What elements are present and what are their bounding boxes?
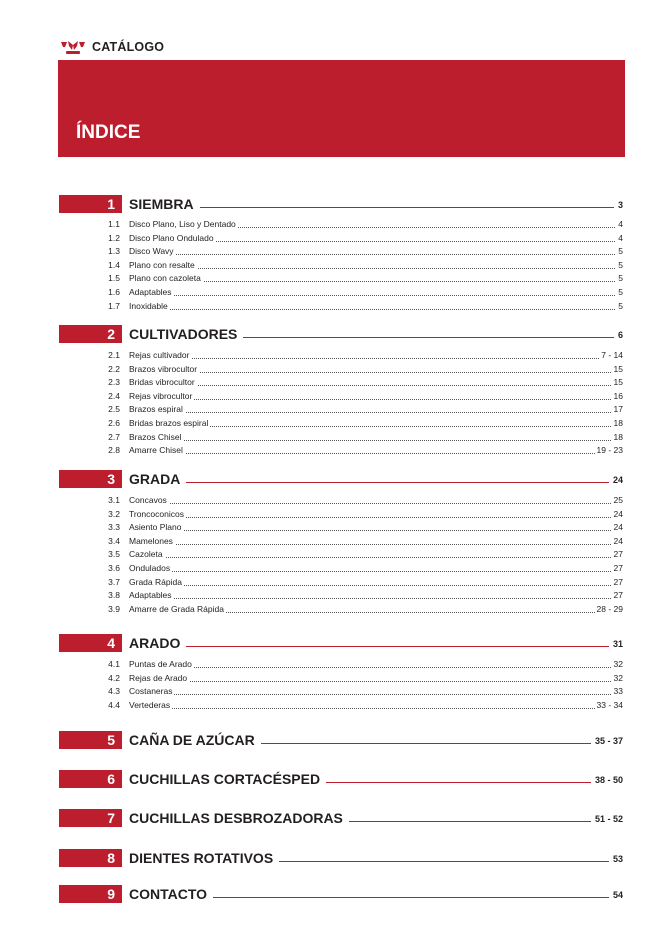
toc-entry[interactable] <box>59 535 624 548</box>
catalog-label: CATÁLOGO <box>92 40 165 54</box>
entry-label: Disco Plano, Liso y Dentado <box>129 219 236 229</box>
entry-page: 24 <box>613 536 623 546</box>
section-rule <box>261 743 591 744</box>
entry-label: Plano con resalte <box>129 260 195 270</box>
toc-entry[interactable] <box>59 390 624 403</box>
section-rule <box>186 482 609 483</box>
entry-page: 16 <box>613 391 623 401</box>
section-rule <box>326 782 591 783</box>
entry-number: 2.6 <box>108 418 120 428</box>
dot-leader <box>129 571 623 572</box>
section-number-box <box>59 849 122 867</box>
entry-label: Vertederas <box>129 700 171 710</box>
title-banner <box>58 60 625 157</box>
dot-leader <box>129 295 623 296</box>
toc-entry[interactable] <box>59 245 624 258</box>
entry-page: 19 - 23 <box>596 445 623 455</box>
page-header <box>60 38 164 56</box>
section-page: 38 - 50 <box>594 775 623 785</box>
entry-label: Troncoconicos <box>129 509 184 519</box>
entry-number: 2.2 <box>108 364 120 374</box>
toc-entry[interactable] <box>59 349 624 362</box>
section-number: 2 <box>107 326 115 342</box>
entry-page: 24 <box>613 509 623 519</box>
entry-number: 3.5 <box>108 549 120 559</box>
section-number: 9 <box>107 886 115 902</box>
entry-label: Brazos vibrocultor <box>129 364 198 374</box>
section-title: GRADA <box>129 470 184 488</box>
dot-leader <box>129 681 623 682</box>
dot-leader <box>129 517 623 518</box>
entry-label: Inoxidable <box>129 301 168 311</box>
toc-entry[interactable] <box>59 218 624 231</box>
entry-number: 2.5 <box>108 404 120 414</box>
entry-page: 4 <box>618 219 623 229</box>
entry-page: 27 <box>613 549 623 559</box>
entry-page: 24 <box>613 522 623 532</box>
entry-page: 7 - 14 <box>601 350 623 360</box>
entry-label: Rejas de Arado <box>129 673 188 683</box>
entry-page: 15 <box>613 377 623 387</box>
section-page: 6 <box>617 330 623 340</box>
toc-entry[interactable] <box>59 444 624 457</box>
section-4[interactable] <box>59 634 624 652</box>
section-title: SIEMBRA <box>129 195 198 213</box>
toc-entry[interactable] <box>59 576 624 589</box>
dot-leader <box>129 598 623 599</box>
section-number-box <box>59 470 122 488</box>
section-title: DIENTES ROTATIVOS <box>129 849 277 867</box>
section-rule <box>243 337 614 338</box>
entry-label: Puntas de Arado <box>129 659 192 669</box>
dot-leader <box>129 372 623 373</box>
toc-entry[interactable] <box>59 548 624 561</box>
entry-label: Brazos Chisel <box>129 432 182 442</box>
dot-leader <box>129 585 623 586</box>
entry-page: 5 <box>618 246 623 256</box>
entry-page: 5 <box>618 287 623 297</box>
section-number: 8 <box>107 850 115 866</box>
toc-entry[interactable] <box>59 300 624 313</box>
section-1[interactable] <box>59 195 624 213</box>
entry-page: 28 - 29 <box>596 604 623 614</box>
section-title: CAÑA DE AZÚCAR <box>129 731 259 749</box>
entry-page: 15 <box>613 364 623 374</box>
section-page: 3 <box>617 200 623 210</box>
toc-entry[interactable] <box>59 403 624 416</box>
dot-leader <box>129 358 623 359</box>
entry-number: 1.4 <box>108 260 120 270</box>
dot-leader <box>129 694 623 695</box>
toc-entry[interactable] <box>59 521 624 534</box>
section-number: 4 <box>107 635 115 651</box>
entry-page: 18 <box>613 418 623 428</box>
entry-number: 3.4 <box>108 536 120 546</box>
dot-leader <box>129 440 623 441</box>
dot-leader <box>129 399 623 400</box>
toc-entry[interactable] <box>59 363 624 376</box>
entry-page: 5 <box>618 260 623 270</box>
section-3[interactable] <box>59 470 624 488</box>
section-page: 53 <box>612 854 623 864</box>
entry-page: 27 <box>613 563 623 573</box>
entry-label: Asiento Plano <box>129 522 182 532</box>
page-title: ÍNDICE <box>76 122 141 143</box>
dot-leader <box>129 268 623 269</box>
section-title: CUCHILLAS CORTACÉSPED <box>129 770 324 788</box>
section-7[interactable] <box>59 809 624 827</box>
toc-entry[interactable] <box>59 494 624 507</box>
toc-entry[interactable] <box>59 431 624 444</box>
entry-number: 1.1 <box>108 219 120 229</box>
section-5[interactable] <box>59 731 624 749</box>
entry-number: 1.3 <box>108 246 120 256</box>
section-number: 3 <box>107 471 115 487</box>
section-page: 35 - 37 <box>594 736 623 746</box>
dot-leader <box>129 453 623 454</box>
toc-entry[interactable] <box>59 417 624 430</box>
dot-leader <box>129 708 623 709</box>
section-number: 1 <box>107 196 115 212</box>
toc-entry[interactable] <box>59 699 624 712</box>
dot-leader <box>129 667 623 668</box>
dot-leader <box>129 557 623 558</box>
entry-number: 1.7 <box>108 301 120 311</box>
toc-entry[interactable] <box>59 562 624 575</box>
toc-entry[interactable] <box>59 232 624 245</box>
entry-number: 3.6 <box>108 563 120 573</box>
entry-label: Rejas cultivador <box>129 350 190 360</box>
section-9[interactable] <box>59 885 624 903</box>
entry-label: Plano con cazoleta <box>129 273 201 283</box>
entry-label: Rejas vibrocultor <box>129 391 193 401</box>
entry-page: 17 <box>613 404 623 414</box>
entry-label: Disco Wavy <box>129 246 174 256</box>
section-title: CULTIVADORES <box>129 325 241 343</box>
entry-page: 27 <box>613 590 623 600</box>
entry-label: Cazoleta <box>129 549 163 559</box>
toc-entry[interactable] <box>59 508 624 521</box>
section-number: 6 <box>107 771 115 787</box>
entry-number: 1.6 <box>108 287 120 297</box>
entry-number: 2.8 <box>108 445 120 455</box>
entry-label: Adaptables <box>129 590 172 600</box>
section-number: 7 <box>107 810 115 826</box>
section-6[interactable] <box>59 770 624 788</box>
entry-page: 25 <box>613 495 623 505</box>
section-page: 24 <box>612 475 623 485</box>
entry-page: 4 <box>618 233 623 243</box>
dot-leader <box>129 385 623 386</box>
entry-label: Disco Plano Ondulado <box>129 233 214 243</box>
entry-label: Amarre Chisel <box>129 445 183 455</box>
entry-number: 4.3 <box>108 686 120 696</box>
dot-leader <box>129 309 623 310</box>
entry-label: Ondulados <box>129 563 171 573</box>
entry-page: 27 <box>613 577 623 587</box>
dot-leader <box>129 544 623 545</box>
section-rule <box>279 861 609 862</box>
toc-entry[interactable] <box>59 589 624 602</box>
entry-label: Costaneras <box>129 686 173 696</box>
section-rule <box>213 897 609 898</box>
entry-number: 2.1 <box>108 350 120 360</box>
entry-number: 3.1 <box>108 495 120 505</box>
entry-label: Brazos espiral <box>129 404 183 414</box>
section-number-box <box>59 885 122 903</box>
section-number-box <box>59 770 122 788</box>
entry-number: 2.3 <box>108 377 120 387</box>
entry-number: 1.2 <box>108 233 120 243</box>
toc-entry[interactable] <box>59 286 624 299</box>
entry-number: 3.7 <box>108 577 120 587</box>
entry-page: 32 <box>613 673 623 683</box>
entry-number: 3.9 <box>108 604 120 614</box>
entry-label: Mamelones <box>129 536 173 546</box>
section-2[interactable] <box>59 325 624 343</box>
entry-page: 32 <box>613 659 623 669</box>
section-title: CUCHILLAS DESBROZADORAS <box>129 809 347 827</box>
dot-leader <box>129 412 623 413</box>
section-number-box <box>59 195 122 213</box>
entry-label: Adaptables <box>129 287 172 297</box>
dot-leader <box>129 530 623 531</box>
section-number-box <box>59 325 122 343</box>
entry-number: 4.4 <box>108 700 120 710</box>
entry-number: 4.2 <box>108 673 120 683</box>
section-rule <box>186 646 609 647</box>
entry-number: 3.2 <box>108 509 120 519</box>
dot-leader <box>129 503 623 504</box>
entry-number: 1.5 <box>108 273 120 283</box>
dot-leader <box>129 281 623 282</box>
entry-number: 3.3 <box>108 522 120 532</box>
entry-label: Bridas brazos espiral <box>129 418 209 428</box>
entry-page: 5 <box>618 301 623 311</box>
section-number-box <box>59 809 122 827</box>
toc-entry[interactable] <box>59 272 624 285</box>
toc-entry[interactable] <box>59 603 624 616</box>
section-page: 54 <box>612 890 623 900</box>
section-number-box <box>59 731 122 749</box>
section-page: 31 <box>612 639 623 649</box>
toc-entry[interactable] <box>59 672 624 685</box>
section-page: 51 - 52 <box>594 814 623 824</box>
entry-page: 5 <box>618 273 623 283</box>
entry-label: Grada Rápida <box>129 577 182 587</box>
section-title: ARADO <box>129 634 184 652</box>
entry-number: 3.8 <box>108 590 120 600</box>
brand-logo-icon <box>60 39 86 55</box>
toc-entry[interactable] <box>59 685 624 698</box>
entry-label: Amarre de Grada Rápida <box>129 604 224 614</box>
entry-number: 2.4 <box>108 391 120 401</box>
entry-number: 4.1 <box>108 659 120 669</box>
toc-entry[interactable] <box>59 259 624 272</box>
section-rule <box>200 207 614 208</box>
section-8[interactable] <box>59 849 624 867</box>
entry-page: 33 <box>613 686 623 696</box>
section-rule <box>349 821 591 822</box>
entry-label: Bridas vibrocultor <box>129 377 195 387</box>
toc-entry[interactable] <box>59 376 624 389</box>
entry-label: Concavos <box>129 495 167 505</box>
entry-page: 18 <box>613 432 623 442</box>
section-title: CONTACTO <box>129 885 211 903</box>
section-number-box <box>59 634 122 652</box>
dot-leader <box>129 254 623 255</box>
toc-entry[interactable] <box>59 658 624 671</box>
section-number: 5 <box>107 732 115 748</box>
entry-page: 33 - 34 <box>596 700 623 710</box>
entry-number: 2.7 <box>108 432 120 442</box>
